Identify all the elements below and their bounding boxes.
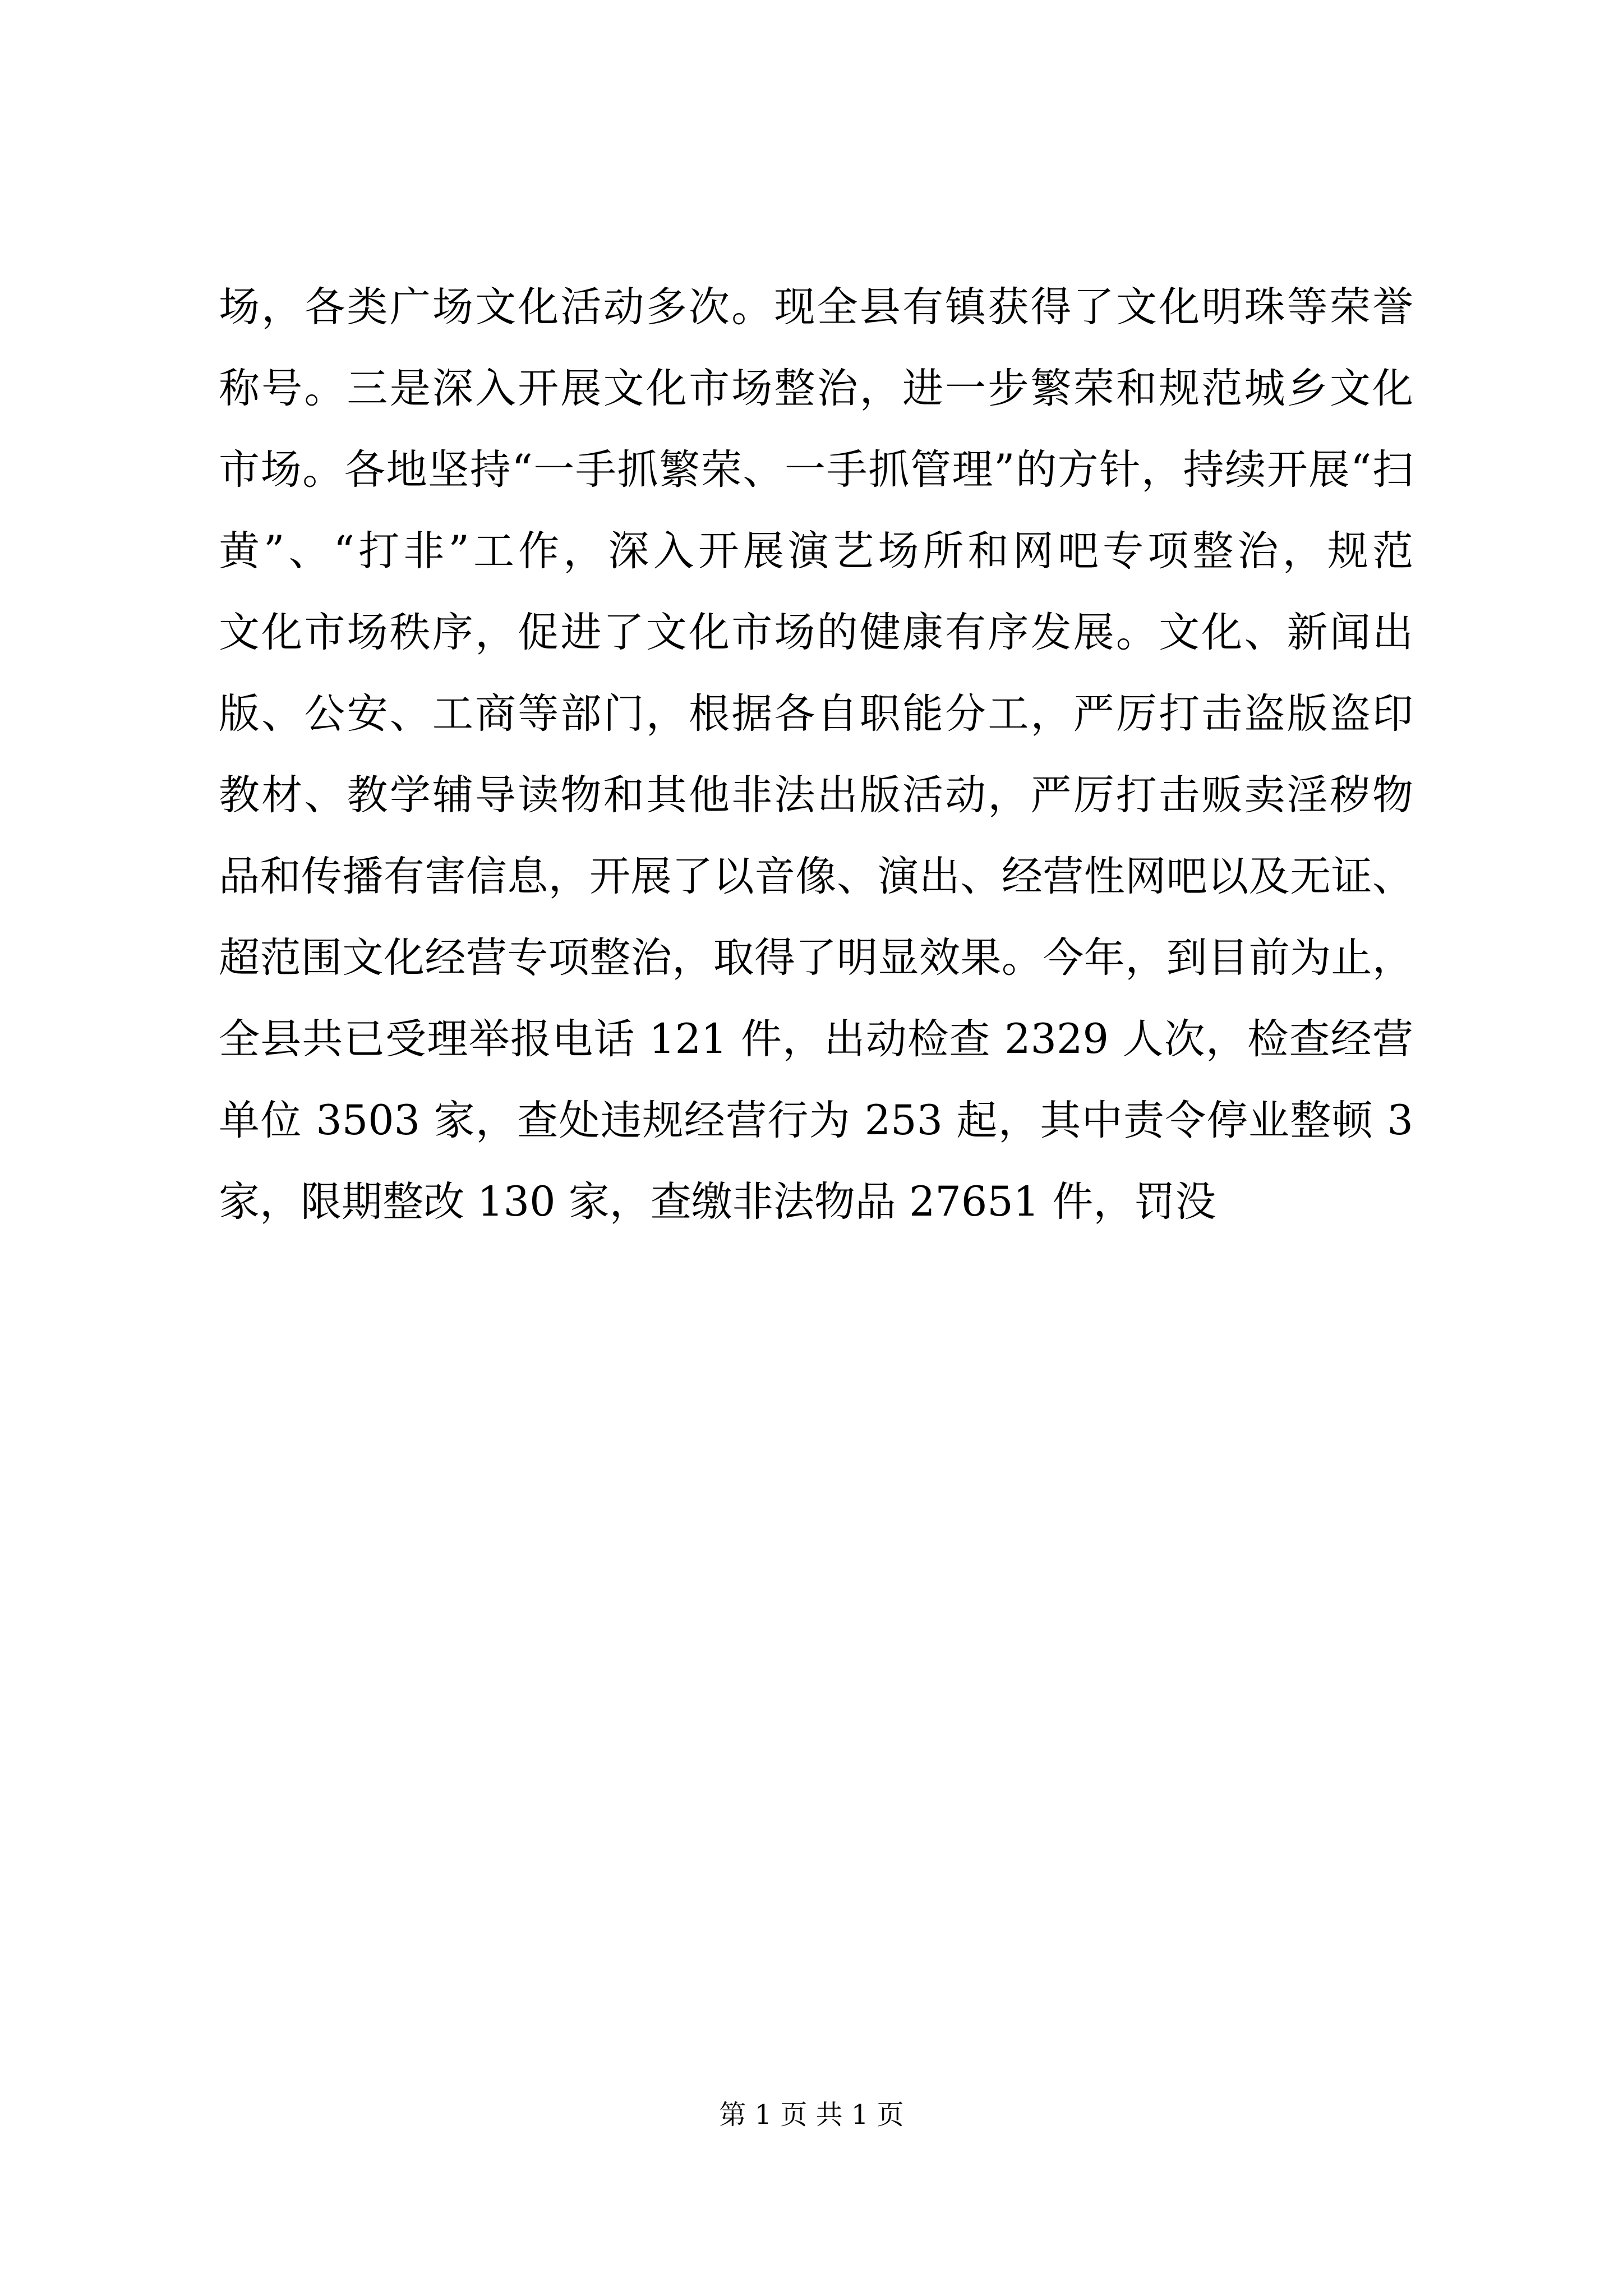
text-line: 超范围文化经营专项整治，取得了明显效果。今年，到目前为止， [219, 934, 1413, 982]
text-line: 称号。三是深入开展文化市场整治，进一步繁荣和规范城乡文化 [219, 365, 1413, 412]
text-line: 黄”、“打非”工作，深入开展演艺场所和网吧专项整治，规范 [219, 527, 1413, 575]
page-number-footer: 第 1 页 共 1 页 [719, 2099, 904, 2131]
text-line: 版、公安、工商等部门，根据各自职能分工，严厉打击盗版盗印 [219, 690, 1413, 738]
text-line: 教材、教学辅导读物和其他非法出版活动，严厉打击贩卖淫秽物 [219, 771, 1413, 819]
text-line: 全县共已受理举报电话 121 件，出动检查 2329 人次，检查经营 [219, 1015, 1413, 1063]
text-line: 单位 3503 家，查处违规经营行为 253 起，其中责令停业整顿 3 [219, 1097, 1413, 1144]
text-line: 文化市场秩序，促进了文化市场的健康有序发展。文化、新闻出 [219, 609, 1413, 656]
body-text [219, 266, 1413, 1243]
text-line: 品和传播有害信息，开展了以音像、演出、经营性网吧以及无证、 [219, 853, 1413, 900]
text-line: 市场。各地坚持“一手抓繁荣、一手抓管理”的方针，持续开展“扫 [219, 446, 1413, 494]
text-line: 家，限期整改 130 家，查缴非法物品 27651 件，罚没 [219, 1178, 1216, 1226]
text-line: 场，各类广场文化活动多次。现全县有镇获得了文化明珠等荣誉 [219, 283, 1413, 331]
